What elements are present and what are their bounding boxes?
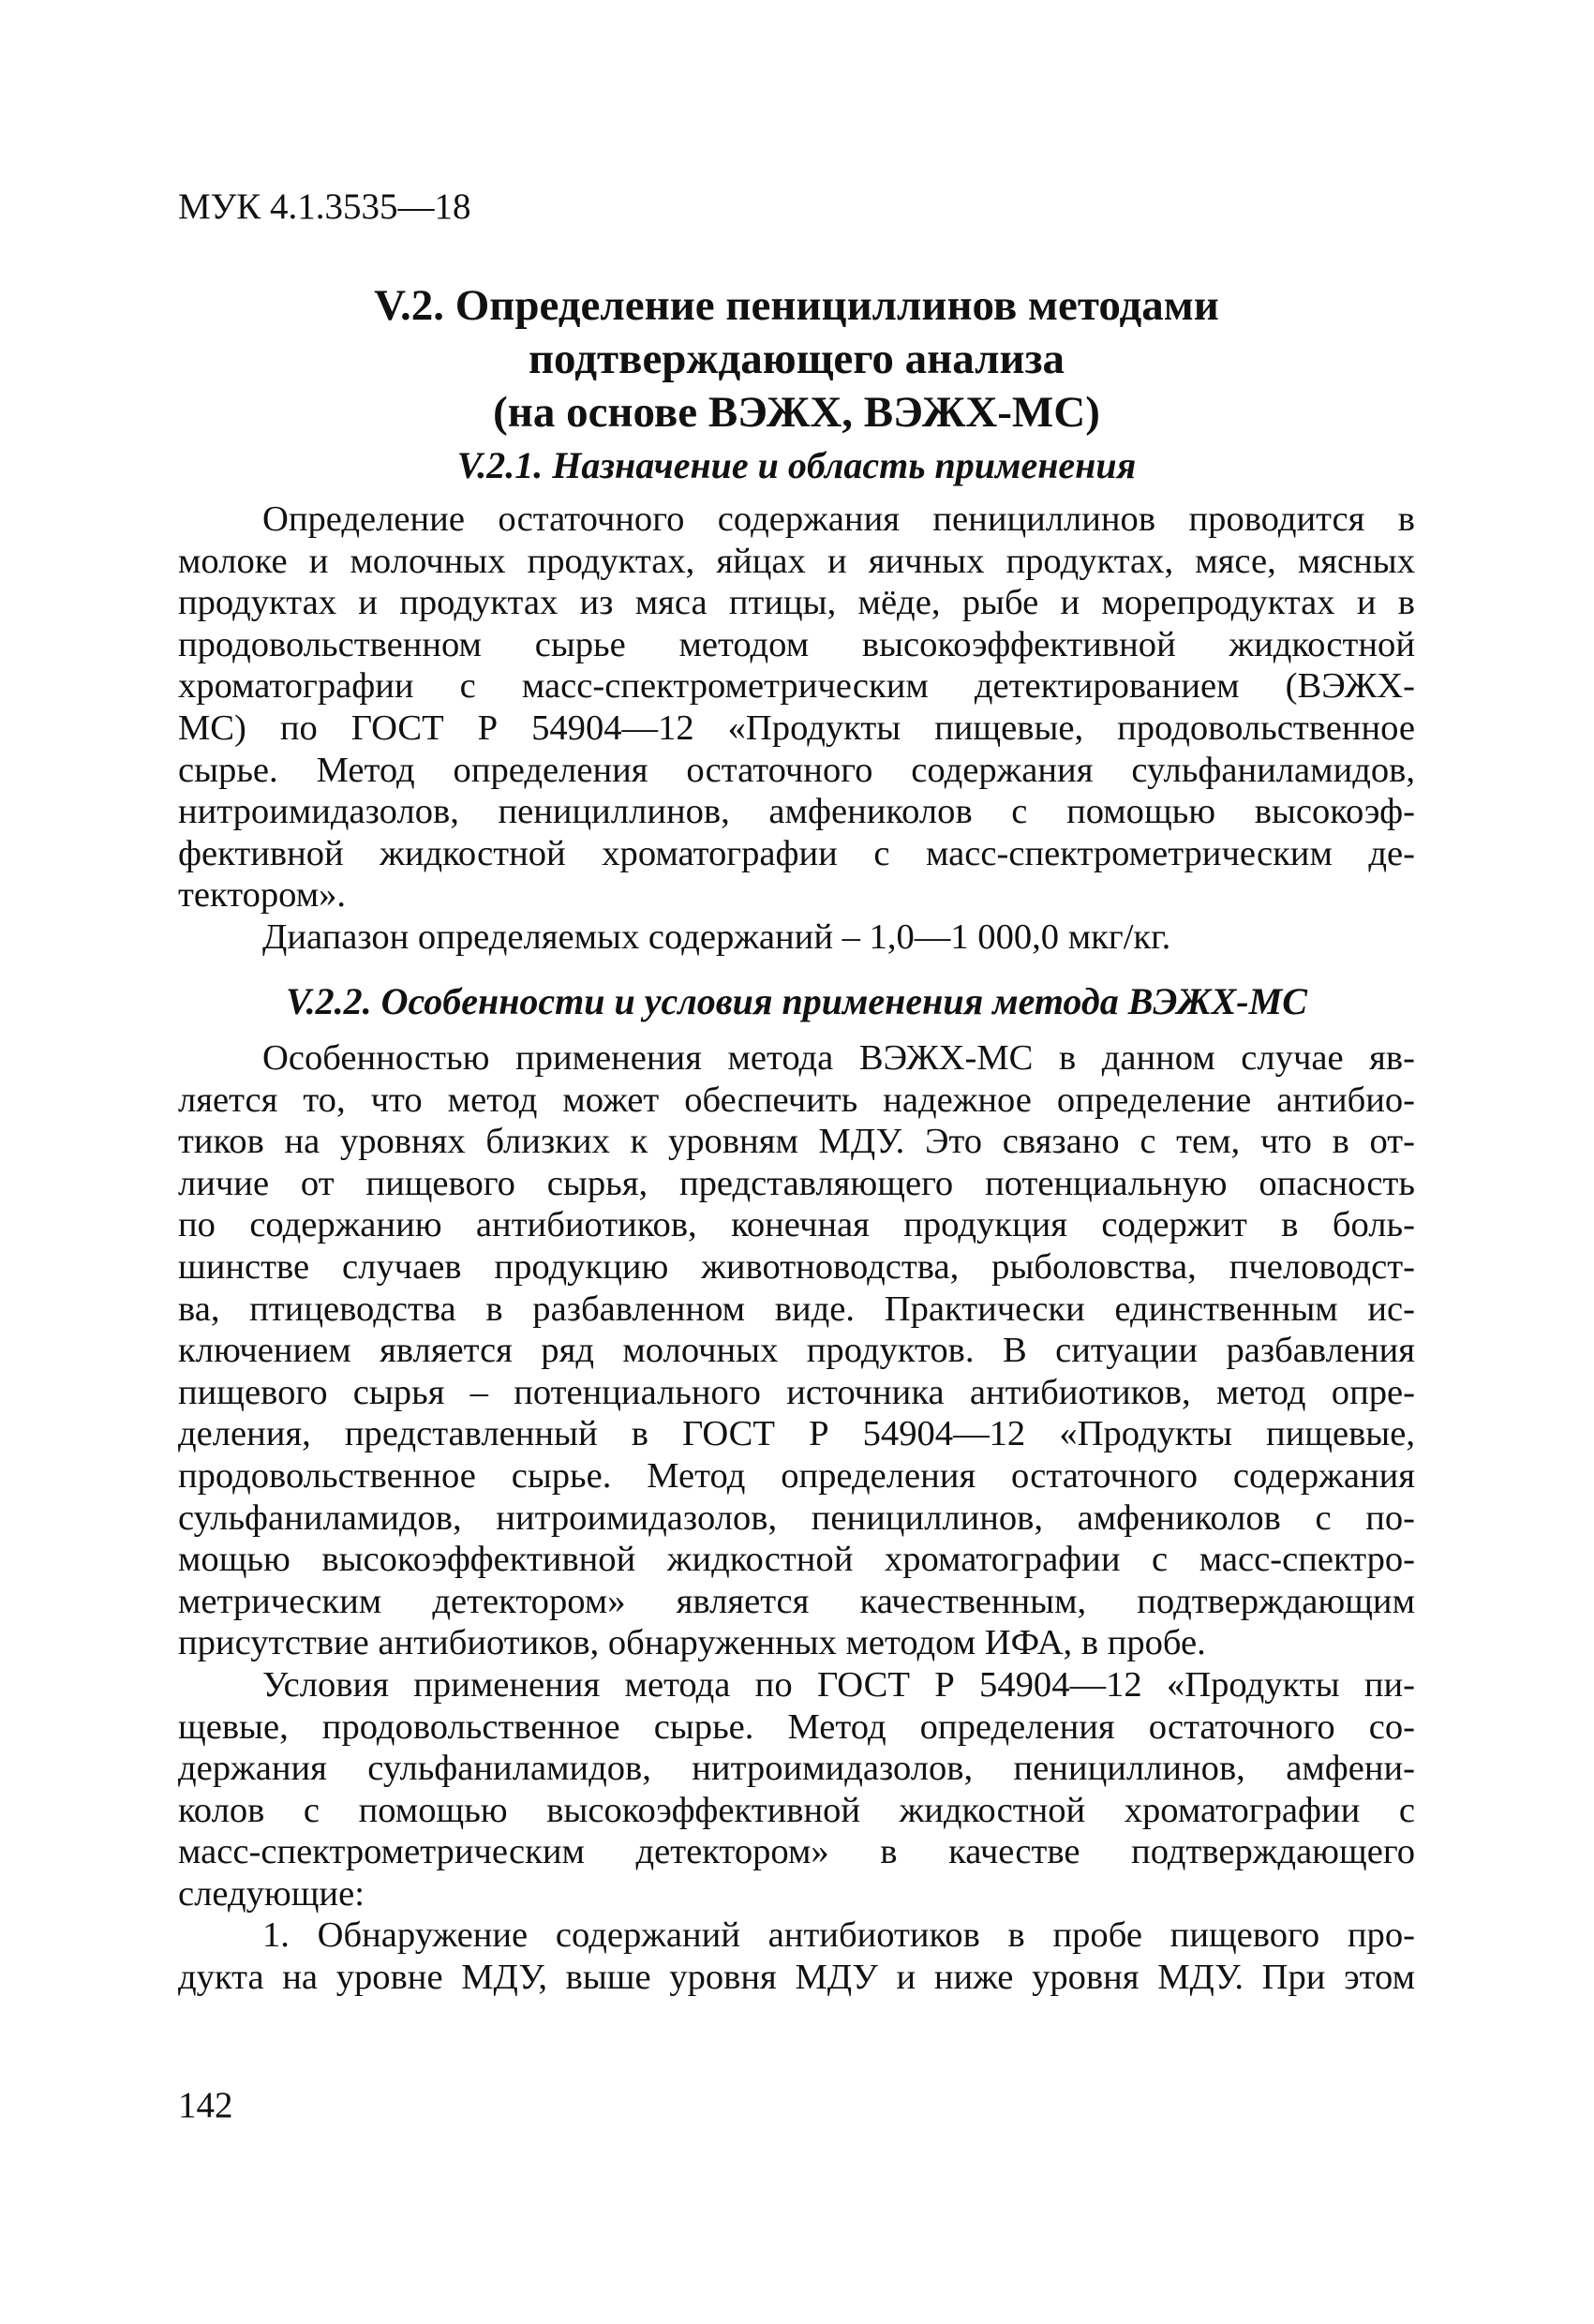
text-line: щевые, продовольственное сырье. Метод определения остаточного со- bbox=[178, 1706, 1415, 1747]
subsection-heading-v22: V.2.2. Особенности и условия применения метода ВЭЖХ-МС bbox=[286, 980, 1307, 1022]
title-line: (на основе ВЭЖХ, ВЭЖХ-МС) bbox=[493, 388, 1100, 437]
text-line: сырье. Метод определения остаточного содержания сульфаниламидов, bbox=[178, 750, 1415, 790]
title-line: подтверждающего анализа bbox=[528, 335, 1065, 383]
text-line: пищевого сырья – потенциального источника антибиотиков, метод опре- bbox=[178, 1372, 1415, 1412]
text-line: следующие: bbox=[178, 1873, 365, 1914]
text-line: присутствие антибиотиков, обнаруженных методом ИФА, в пробе. bbox=[178, 1623, 1206, 1663]
text-line: тектором». bbox=[178, 875, 347, 916]
text-line: тиков на уровнях близких к уровням МДУ. Это связано с тем, что в от- bbox=[178, 1122, 1415, 1162]
text-line: продуктах и продуктах из мяса птицы, мёде, рыбе и морепродуктах и в bbox=[178, 583, 1415, 623]
paragraph-range bbox=[178, 916, 1415, 959]
text-line: дукта на уровне МДУ, выше уровня МДУ и ниже уровня МДУ. При этом bbox=[178, 1957, 1415, 1997]
text-line: Условия применения метода по ГОСТ Р 54904—12 «Продукты пи- bbox=[262, 1665, 1415, 1705]
text-line: ключением является ряд молочных продуктов. В ситуации разбавления bbox=[178, 1331, 1415, 1371]
subsection-heading-v21: V.2.1. Назначение и область применения bbox=[456, 444, 1137, 486]
text-line: метрическим детектором» является качественным, подтверждающим bbox=[178, 1581, 1415, 1621]
running-header: МУК 4.1.3535—18 bbox=[178, 186, 471, 227]
paragraph-features bbox=[178, 1037, 1415, 1664]
text-line: держания сульфаниламидов, нитроимидазолов, пенициллинов, амфени- bbox=[178, 1749, 1415, 1789]
text-line: масс-спектрометрическим детектором» в качестве подтверждающего bbox=[178, 1832, 1415, 1872]
text-line: колов с помощью высокоэффективной жидкостной хроматографии с bbox=[178, 1790, 1415, 1830]
text-line: фективной жидкостной хроматографии с масс-спектрометрическим де- bbox=[178, 833, 1415, 873]
paragraph-conditions bbox=[178, 1664, 1415, 1915]
text-line: нитроимидазолов, пенициллинов, амфениколов с помощью высокоэф- bbox=[178, 792, 1415, 832]
text-line: хроматографии с масс-спектрометрическим детектированием (ВЭЖХ- bbox=[178, 666, 1415, 707]
paragraph-purpose bbox=[178, 499, 1415, 916]
text-line: личие от пищевого сырья, представляющего потенциальную опасность bbox=[178, 1163, 1415, 1203]
paragraph-condition-1 bbox=[178, 1914, 1415, 1998]
text-line: сульфаниламидов, нитроимидазолов, пенициллинов, амфениколов с по- bbox=[178, 1497, 1415, 1538]
text-line: мощью высокоэффективной жидкостной хроматографии с масс-спектро- bbox=[178, 1540, 1415, 1580]
text-line: Особенностью применения метода ВЭЖХ-МС в данном случае яв- bbox=[262, 1038, 1415, 1078]
text-line: ляется то, что метод может обеспечить надежное определение антибио- bbox=[178, 1080, 1415, 1120]
text-line: Определение остаточного содержания пенициллинов проводится в bbox=[262, 499, 1415, 539]
text-line: деления, представленный в ГОСТ Р 54904—12 «Продукты пищевые, bbox=[178, 1414, 1415, 1454]
text-line: МС) по ГОСТ Р 54904—12 «Продукты пищевые, продовольственное bbox=[178, 708, 1415, 748]
text-line: по содержанию антибиотиков, конечная продукция содержит в боль- bbox=[178, 1205, 1415, 1245]
section-title bbox=[178, 279, 1415, 439]
text-line: Диапазон определяемых содержаний – 1,0—1 000,0 мкг/кг. bbox=[262, 917, 1171, 957]
title-line: V.2. Определение пенициллинов методами bbox=[374, 281, 1219, 330]
page-number: 142 bbox=[178, 2085, 233, 2125]
text-line: шинстве случаев продукцию животноводства, рыболовства, пчеловодст- bbox=[178, 1246, 1415, 1287]
text-line: 1. Обнаружение содержаний антибиотиков в пробе пищевого про- bbox=[262, 1915, 1415, 1955]
text-line: продовольственном сырье методом высокоэффективной жидкостной bbox=[178, 624, 1415, 664]
text-line: продовольственное сырье. Метод определения остаточного содержания bbox=[178, 1455, 1415, 1496]
text-line: молоке и молочных продуктах, яйцах и яичных продуктах, мясе, мясных bbox=[178, 541, 1415, 581]
text-line: ва, птицеводства в разбавленном виде. Практически единственным ис- bbox=[178, 1289, 1415, 1329]
